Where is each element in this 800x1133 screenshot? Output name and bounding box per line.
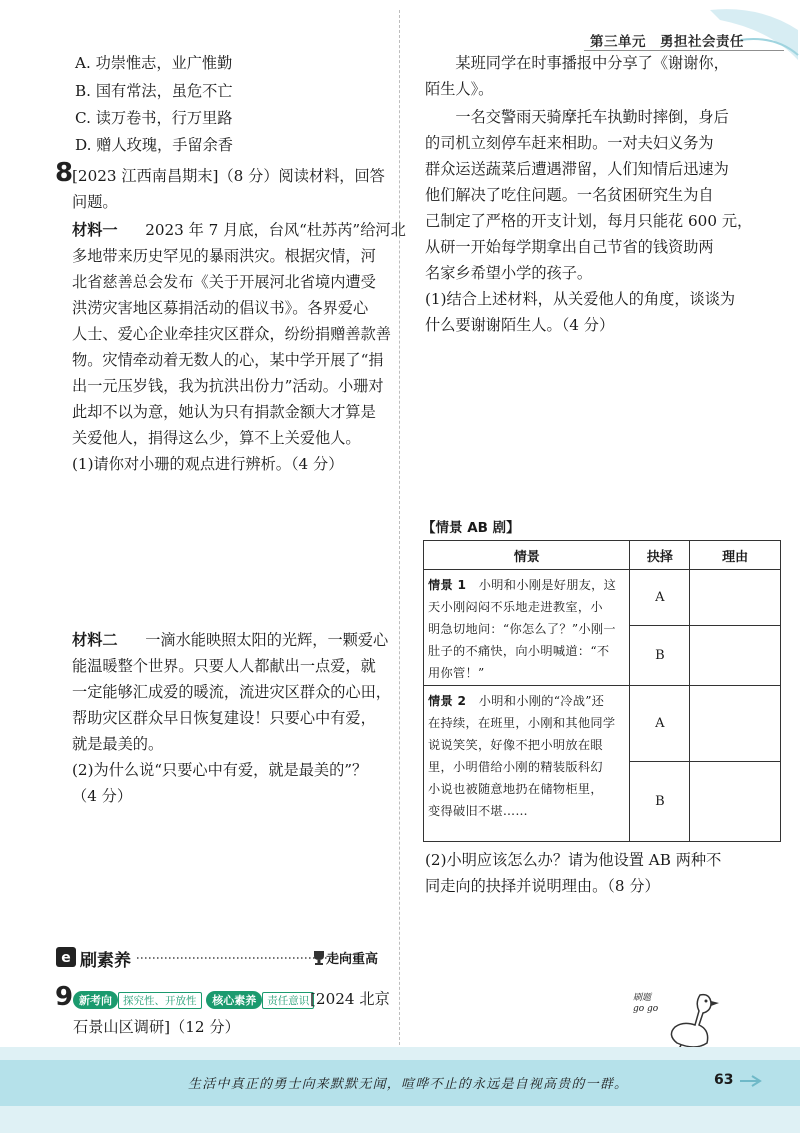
material-2-line: 能温暖整个世界。只要人人都献出一点爱，就 (72, 657, 376, 675)
q9-source-cont: 石景山区调研]（12 分） (73, 1018, 240, 1036)
scenario-2-cell (424, 686, 630, 842)
scenario-2-line: 在持续，在班里，小刚和其他同学 (428, 716, 616, 730)
material-1-line: 出一元压岁钱，我为抗洪出份力”活动。小珊对 (72, 377, 384, 395)
option-a: A. 功崇惟志，业广惟勤 (75, 54, 233, 72)
scenario-1-line: 小明和小刚是好朋友，这 (466, 578, 617, 592)
scenario-1-line: 用你管！” (428, 666, 485, 680)
new-trend-sub-tag: 探究性、开放性 (118, 992, 202, 1009)
story-line: 己制定了严格的开支计划，每月只能花 600 元， (425, 212, 753, 230)
scenario-2-reason-a[interactable] (690, 686, 781, 762)
scenario-1-choice-b[interactable]: B (630, 626, 690, 686)
scenario-1-label: 情景 1 (428, 578, 467, 592)
material-2-line: 帮助灾区群众早日恢复建设！只要心中有爱， (72, 709, 376, 727)
footer-arrow-icon (738, 1074, 766, 1088)
scenario-2-reason-b[interactable] (690, 762, 781, 842)
material-1-line: 多地带来历史罕见的暴雨洪灾。根据灾情，河 (72, 247, 376, 265)
material-1-line: 此却不以为意，她认为只有捐款金额大才算是 (72, 403, 376, 421)
story-line: 名家乡希望小学的孩子。 (425, 264, 593, 282)
scenario-1-line: 明急切地问：“你怎么了？”小刚一 (428, 622, 616, 636)
story-line: 一名交警雨天骑摩托车执勤时摔倒，身后 (425, 108, 729, 126)
material-1-line: 洪涝灾害地区募捐活动的倡议书》。各界爱心 (72, 299, 369, 317)
story-line: 某班同学在时事播报中分享了《谢谢你， (425, 54, 729, 72)
scenario-1-reason-b[interactable] (690, 626, 781, 686)
core-literacy-tag: 核心素养 (206, 991, 262, 1009)
q8-sub-1: (1)请你对小珊的观点进行辨析。（4 分） (72, 455, 344, 473)
scenario-2-label: 情景 2 (428, 694, 467, 708)
question-9-number: 9 (55, 982, 74, 1012)
mascot-doodle (625, 985, 725, 1055)
scenario-2-line: 说说笑笑，好像不把小明放在眼 (428, 738, 603, 752)
q9-sub-2-cont: 同走向的抉择并说明理由。（8 分） (425, 877, 660, 895)
story-line: 从研一开始每学期拿出自己节省的钱资助两 (425, 238, 714, 256)
col-header-choice: 抉择 (630, 541, 690, 570)
q9-tags (73, 990, 314, 1009)
scenario-2-line: 小明和小刚的“冷战”还 (466, 694, 605, 708)
material-1-line: 人士、爱心企业牵挂灾区群众，纷纷捐赠善款善 (72, 325, 391, 343)
story-line: 的司机立刻停车赶来相助。一对夫妇义务为 (425, 134, 714, 152)
q8-sub-2: (2)为什么说“只要心中有爱，就是最美的”？ (72, 761, 368, 779)
q9-sub-1: (1)结合上述材料，从关爱他人的角度，谈谈为 (425, 290, 736, 308)
scenario-2-choice-a[interactable]: A (630, 686, 690, 762)
new-trend-tag: 新考向 (73, 991, 118, 1009)
scenario-2-choice-b[interactable]: B (630, 762, 690, 842)
col-header-scenario: 情景 (424, 541, 630, 570)
svg-text:e: e (61, 950, 71, 966)
column-divider (399, 10, 400, 1045)
goose-icon (655, 985, 725, 1055)
q9-source: [2024 北京 (310, 990, 390, 1008)
scenario-2-line: 小说也被随意地扔在储物柜里， (428, 782, 603, 796)
material-2-line: 一滴水能映照太阳的光辉，一颗爱心 (130, 631, 389, 649)
unit-header: 第三单元 勇担社会责任 (590, 34, 744, 50)
q9-sub-2: (2)小明应该怎么办？请为他设置 AB 两种不 (425, 851, 722, 869)
scenario-1-reason-a[interactable] (690, 570, 781, 626)
ab-scenario-table (423, 540, 781, 842)
section-banner (55, 946, 385, 971)
story-line: 陌生人》。 (425, 80, 494, 98)
material-1-line: 北省慈善总会发布《关于开展河北省境内遭受 (72, 273, 376, 291)
material-1-label: 材料一 (72, 221, 118, 239)
material-1-line: 2023 年 7 月底，台风“杜苏芮”给河北 (130, 221, 406, 239)
material-1-line: 物。灾情牵动着无数人的心，某中学开展了“捐 (72, 351, 384, 369)
material-2-line: 一定能够汇成爱的暖流，流进灾区群众的心田， (72, 683, 391, 701)
scenario-2-line: 变得破旧不堪…… (428, 804, 528, 818)
option-d: D. 赠人玫瑰，手留余香 (75, 136, 233, 154)
section-right-label: 走向重高 (326, 952, 379, 967)
ab-play-title: 【情景 AB 剧】 (422, 520, 520, 536)
story-line: 他们解决了吃住问题。一名贫困研究生为自 (425, 186, 714, 204)
scenario-1-line: 天小刚闷闷不乐地走进教室，小 (428, 600, 603, 614)
section-logo-icon (55, 946, 77, 968)
scenario-1-line: 肚子的不痛快，向小明喊道：“不 (428, 644, 610, 658)
story-line: 群众运送蔬菜后遭遇滞留，人们知情后迅速为 (425, 160, 729, 178)
question-8-number: 8 (55, 158, 74, 188)
material-1-line: 关爱他人，捐得这么少，算不上关爱他人。 (72, 429, 361, 447)
section-title: 刷素养 (80, 951, 131, 971)
scenario-2-line: 里，小明借给小刚的精装版科幻 (428, 760, 603, 774)
page-number: 63 (714, 1072, 734, 1088)
material-2-line: 就是最美的。 (72, 735, 164, 753)
q9-sub-1-cont: 什么要谢谢陌生人。（4 分） (425, 316, 615, 334)
scenario-1-choice-a[interactable]: A (630, 570, 690, 626)
q8-intro-cont: 问题。 (72, 193, 118, 211)
scenario-1-cell (424, 570, 630, 686)
option-b: B. 国有常法，虽危不亡 (75, 82, 233, 100)
col-header-reason: 理由 (690, 541, 781, 570)
material-2-label: 材料二 (72, 631, 118, 649)
core-literacy-sub-tag: 责任意识 (262, 992, 314, 1009)
q8-sub-2-cont: （4 分） (72, 787, 133, 805)
q8-intro: [2023 江西南昌期末]（8 分）阅读材料，回答 (72, 167, 385, 185)
mascot-caption: 刷题 go go (633, 993, 659, 1014)
footer-motto: 生活中真正的勇士向来默默无闻，喧哗不止的永远是自视高贵的一群。 (188, 1077, 629, 1092)
option-c: C. 读万卷书，行万里路 (75, 109, 233, 127)
